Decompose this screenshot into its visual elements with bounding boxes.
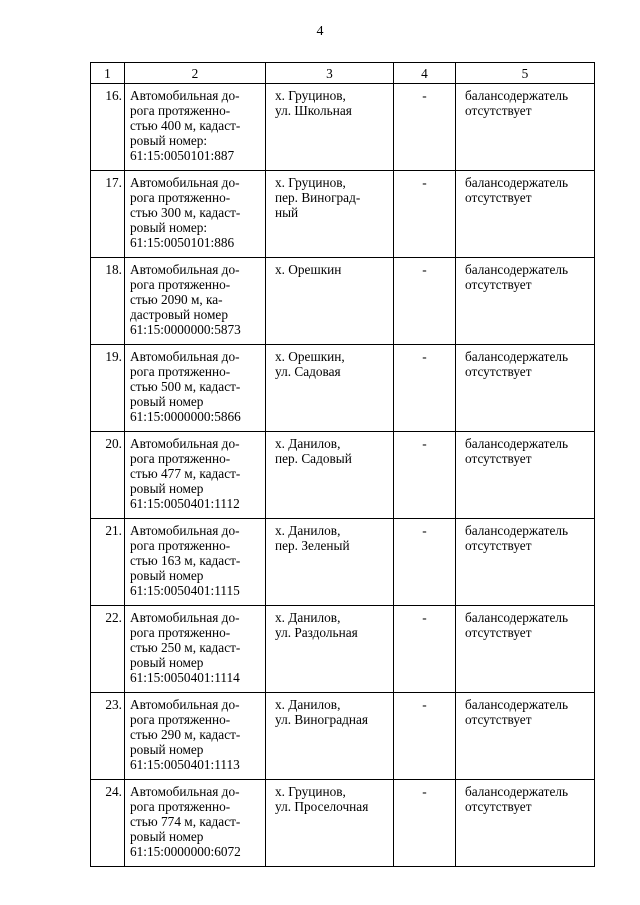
column-4-value: -: [394, 171, 456, 258]
road-location: х. Груцинов, ул. Школьная: [266, 84, 394, 171]
row-number: 19.: [91, 345, 125, 432]
column-header-3: 3: [266, 63, 394, 84]
table-row: [91, 345, 595, 432]
road-description: Автомобильная до- рога протяженно- стью 2090 м, ка- дастровый номер 61:15:0000000:5873: [125, 258, 266, 345]
balance-holder: балансодержатель отсутствует: [456, 519, 595, 606]
page-number: 4: [316, 24, 324, 39]
table-row: [91, 780, 595, 867]
column-4-value: -: [394, 693, 456, 780]
road-description: Автомобильная до- рога протяженно- стью 250 м, кадаст- ровый номер 61:15:0050401:1114: [125, 606, 266, 693]
column-4-value: -: [394, 780, 456, 867]
table-row: [91, 432, 595, 519]
row-number: 22.: [91, 606, 125, 693]
table-row: [91, 693, 595, 780]
row-number: 17.: [91, 171, 125, 258]
road-location: х. Данилов, пер. Зеленый: [266, 519, 394, 606]
table-row: [91, 84, 595, 171]
row-number: 16.: [91, 84, 125, 171]
balance-holder: балансодержатель отсутствует: [456, 258, 595, 345]
row-number: 20.: [91, 432, 125, 519]
road-description: Автомобильная до- рога протяженно- стью 400 м, кадаст- ровый номер: 61:15:0050101:887: [125, 84, 266, 171]
road-description: Автомобильная до- рога протяженно- стью 290 м, кадаст- ровый номер 61:15:0050401:1113: [125, 693, 266, 780]
road-location: х. Орешкин, ул. Садовая: [266, 345, 394, 432]
column-4-value: -: [394, 258, 456, 345]
row-number: 18.: [91, 258, 125, 345]
column-header-2: 2: [125, 63, 266, 84]
road-location: х. Данилов, ул. Виноградная: [266, 693, 394, 780]
column-4-value: -: [394, 606, 456, 693]
balance-holder: балансодержатель отсутствует: [456, 780, 595, 867]
balance-holder: балансодержатель отсутствует: [456, 693, 595, 780]
table-row: [91, 606, 595, 693]
balance-holder: балансодержатель отсутствует: [456, 432, 595, 519]
road-description: Автомобильная до- рога протяженно- стью 500 м, кадаст- ровый номер 61:15:0000000:5866: [125, 345, 266, 432]
road-registry-table: [90, 62, 595, 867]
balance-holder: балансодержатель отсутствует: [456, 606, 595, 693]
column-4-value: -: [394, 519, 456, 606]
table-row: [91, 171, 595, 258]
road-location: х. Груцинов, ул. Проселочная: [266, 780, 394, 867]
column-4-value: -: [394, 84, 456, 171]
table-header-row: [91, 63, 595, 84]
road-location: х. Данилов, ул. Раздольная: [266, 606, 394, 693]
road-description: Автомобильная до- рога протяженно- стью 774 м, кадаст- ровый номер 61:15:0000000:6072: [125, 780, 266, 867]
road-description: Автомобильная до- рога протяженно- стью 300 м, кадаст- ровый номер: 61:15:0050101:886: [125, 171, 266, 258]
column-4-value: -: [394, 345, 456, 432]
balance-holder: балансодержатель отсутствует: [456, 171, 595, 258]
road-location: х. Груцинов, пер. Виноград- ный: [266, 171, 394, 258]
column-header-5: 5: [456, 63, 595, 84]
balance-holder: балансодержатель отсутствует: [456, 84, 595, 171]
road-description: Автомобильная до- рога протяженно- стью 163 м, кадаст- ровый номер 61:15:0050401:1115: [125, 519, 266, 606]
road-location: х. Данилов, пер. Садовый: [266, 432, 394, 519]
row-number: 23.: [91, 693, 125, 780]
column-4-value: -: [394, 432, 456, 519]
road-location: х. Орешкин: [266, 258, 394, 345]
road-description: Автомобильная до- рога протяженно- стью 477 м, кадаст- ровый номер 61:15:0050401:1112: [125, 432, 266, 519]
row-number: 24.: [91, 780, 125, 867]
row-number: 21.: [91, 519, 125, 606]
balance-holder: балансодержатель отсутствует: [456, 345, 595, 432]
column-header-4: 4: [394, 63, 456, 84]
column-header-1: 1: [91, 63, 125, 84]
table-row: [91, 258, 595, 345]
table-row: [91, 519, 595, 606]
